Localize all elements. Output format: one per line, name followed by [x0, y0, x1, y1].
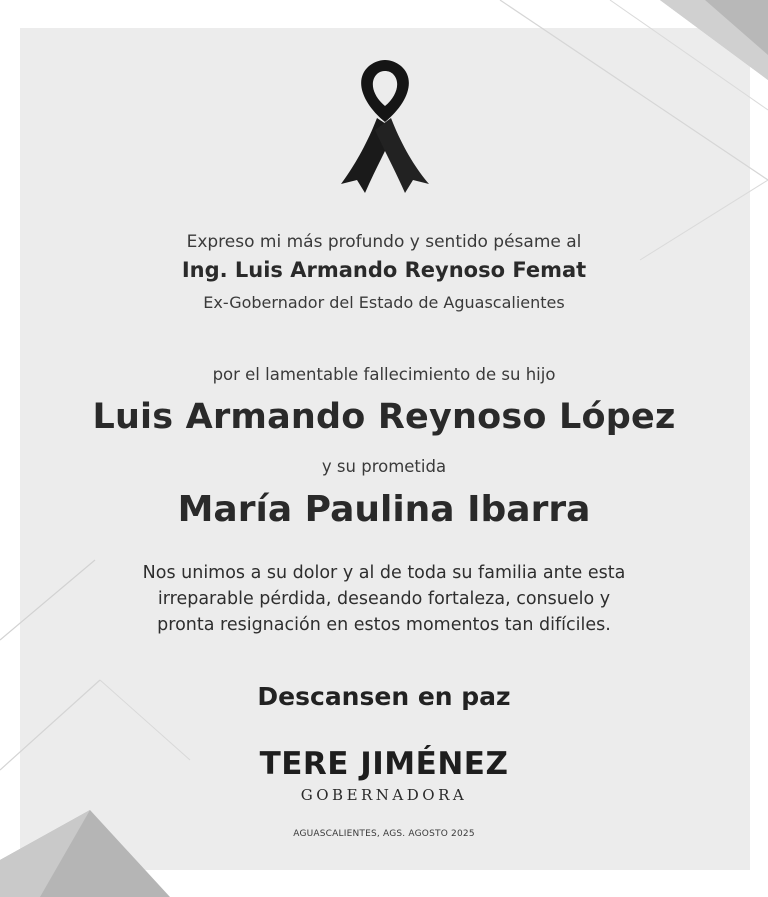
- recipient-title: Ex-Gobernador del Estado de Aguascalientes: [203, 293, 565, 312]
- message-line: irreparable pérdida, deseando fortaleza, consuelo y: [157, 589, 611, 609]
- connector-text: y su prometida: [321, 457, 447, 476]
- closing-text: Descansen en paz: [257, 682, 511, 711]
- deceased-name-1: Luis Armando Reynoso López: [92, 397, 676, 437]
- signature-title: GOBERNADORA: [300, 786, 468, 804]
- signature-name: TERE JIMÉNEZ: [259, 746, 509, 782]
- place-date: AGUASCALIENTES, AGS. AGOSTO 2025: [293, 829, 475, 839]
- mourning-ribbon-icon: [335, 56, 435, 196]
- deceased-name-2: María Paulina Ibarra: [177, 489, 591, 530]
- message-line: pronta resignación en estos momentos tan difíciles.: [157, 615, 611, 635]
- intro-text: Expreso mi más profundo y sentido pésame al: [186, 232, 582, 252]
- condolence-message: [0, 560, 768, 638]
- recipient-name: Ing. Luis Armando Reynoso Femat: [181, 258, 587, 282]
- message-line: Nos unimos a su dolor y al de toda su familia ante esta: [142, 563, 626, 583]
- reason-text: por el lamentable fallecimiento de su hijo: [212, 365, 556, 384]
